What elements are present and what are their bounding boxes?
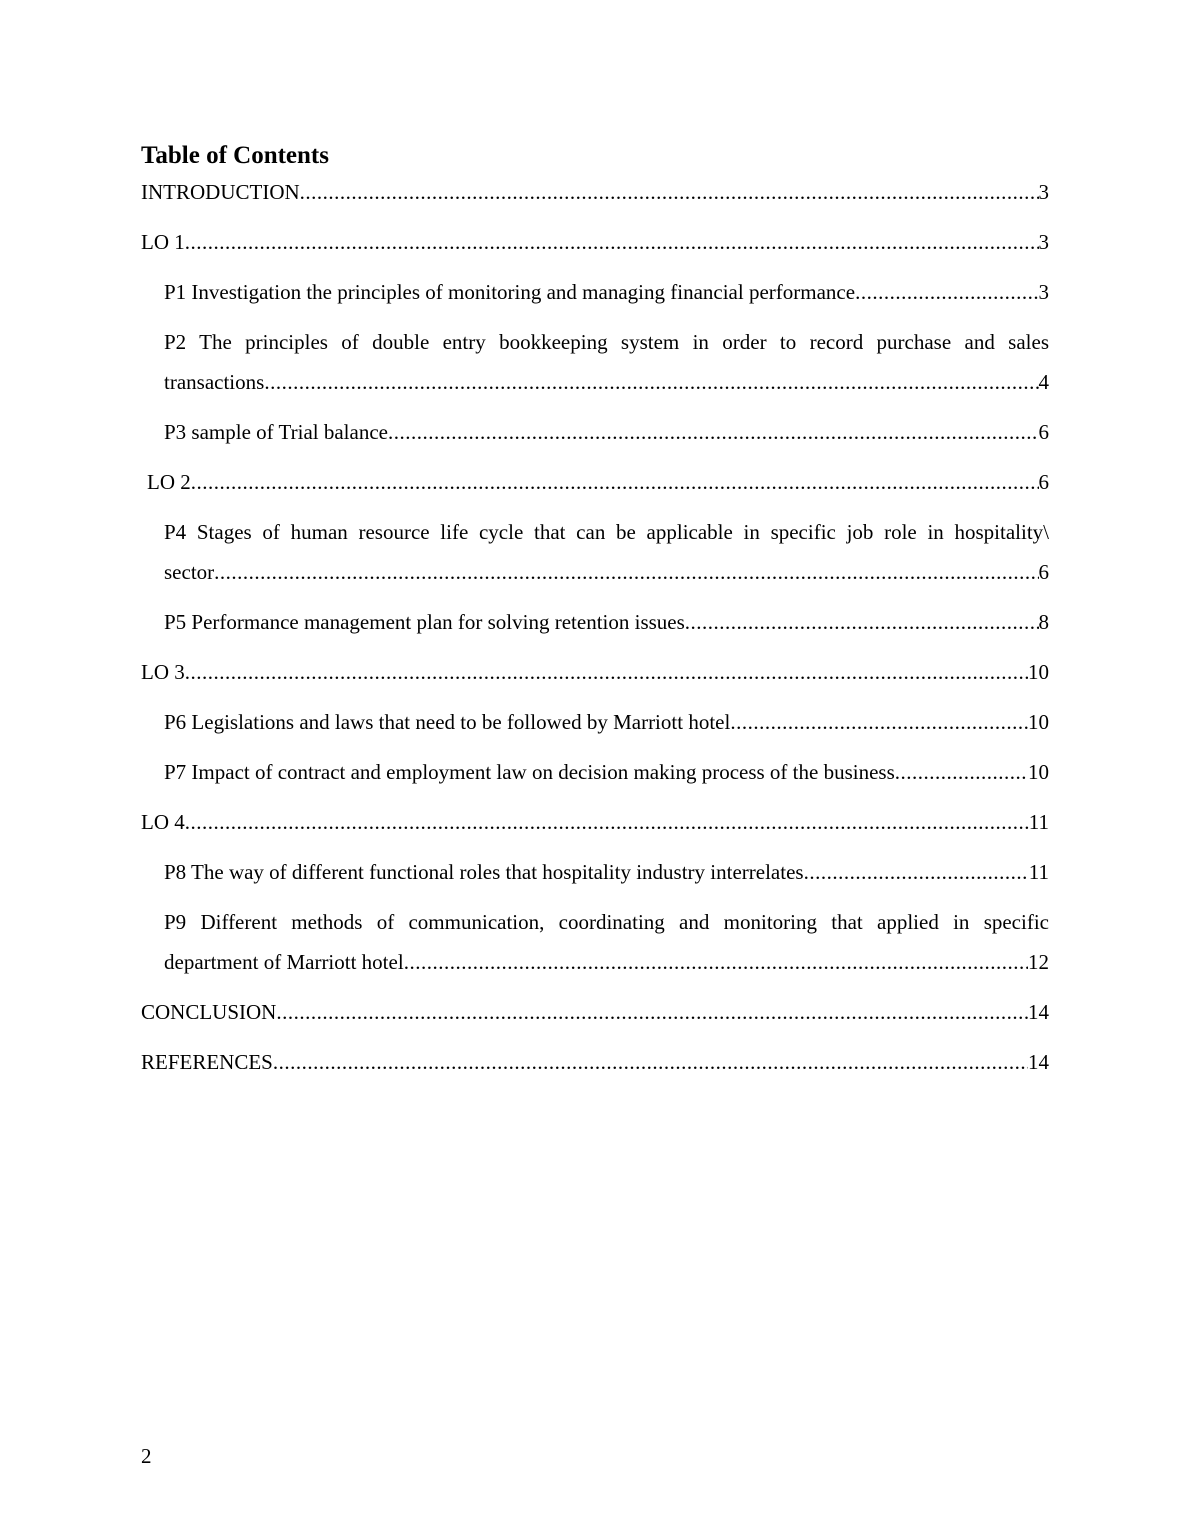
toc-entry-p4[interactable]: [141, 512, 1049, 592]
dot-leader: [895, 752, 1028, 792]
toc-entry-text: REFERENCES: [141, 1050, 273, 1074]
dot-leader: [804, 852, 1029, 892]
dot-leader: [185, 802, 1029, 842]
toc-entry-text: INTRODUCTION: [141, 180, 300, 204]
toc-entry-text: P1 Investigation the principles of monitoring and managing financial performance: [164, 280, 856, 304]
toc-entry-page: 3: [1038, 280, 1049, 304]
dot-leader: [855, 272, 1038, 312]
toc-entry-text: P6 Legislations and laws that need to be followed by Marriott hotel: [164, 710, 731, 734]
dot-leader: [185, 652, 1028, 692]
dot-leader: [214, 552, 1038, 592]
toc-entry-text: LO 3: [141, 660, 185, 684]
toc-entry-page: 8: [1038, 610, 1049, 634]
toc-entry-text: P3 sample of Trial balance: [164, 420, 388, 444]
dot-leader: [388, 412, 1039, 452]
toc-entry-p5[interactable]: [141, 602, 1049, 642]
toc-entry-lo2[interactable]: [141, 462, 1049, 502]
toc-entry-page: 10: [1028, 710, 1049, 734]
toc-entry-text: P8 The way of different functional roles that hospitality industry interrelates: [164, 860, 804, 884]
toc-entry-text-continued: sector: [164, 560, 215, 584]
toc-entry-text: P2 The principles of double entry bookkeeping system in order to record purchase and sales: [164, 330, 1049, 354]
toc-entry-page: 11: [1028, 860, 1049, 884]
toc-entry-p7[interactable]: [141, 752, 1049, 792]
toc-entry-page: 4: [1038, 370, 1049, 394]
toc-entry-lo1[interactable]: [141, 222, 1049, 262]
toc-entry-page: 3: [1038, 230, 1049, 254]
toc-entry-text: P9 Different methods of communication, coordinating and monitoring that applied in specific: [164, 910, 1049, 934]
toc-entry-text: P4 Stages of human resource life cycle that can be applicable in specific job role in hospitality\: [164, 520, 1049, 544]
dot-leader: [730, 702, 1028, 742]
toc-entry-p1[interactable]: [141, 272, 1049, 312]
toc-entry-p6[interactable]: [141, 702, 1049, 742]
toc-entry-text: P5 Performance management plan for solving retention issues: [164, 610, 685, 634]
toc-entry-page: 14: [1028, 1050, 1049, 1074]
toc-entry-lo4[interactable]: [141, 802, 1049, 842]
toc-entry-p2[interactable]: [141, 322, 1049, 402]
dot-leader: [273, 1042, 1028, 1082]
dot-leader: [185, 222, 1039, 262]
toc-entry-page: 6: [1038, 470, 1049, 494]
toc-entry-p3[interactable]: [141, 412, 1049, 452]
toc-entry-page: 11: [1028, 810, 1049, 834]
toc-entry-text-continued: department of Marriott hotel: [164, 950, 404, 974]
toc-entry-page: 6: [1038, 560, 1049, 584]
toc-entry-page: 10: [1028, 760, 1049, 784]
toc-entry-page: 10: [1028, 660, 1049, 684]
toc-entry-page: 6: [1038, 420, 1049, 444]
toc-entry-text: LO 4: [141, 810, 185, 834]
toc-entry-references[interactable]: [141, 1042, 1049, 1082]
table-of-contents: [141, 172, 1049, 1092]
dot-leader: [191, 462, 1039, 502]
toc-entry-page: 3: [1038, 180, 1049, 204]
toc-entry-conclusion[interactable]: [141, 992, 1049, 1032]
toc-title: Table of Contents: [141, 142, 329, 169]
toc-entry-lo3[interactable]: [141, 652, 1049, 692]
dot-leader: [300, 172, 1039, 212]
dot-leader: [264, 362, 1038, 402]
toc-entry-text: LO 2: [147, 470, 191, 494]
toc-entry-p8[interactable]: [141, 852, 1049, 892]
dot-leader: [685, 602, 1039, 642]
dot-leader: [404, 942, 1028, 982]
dot-leader: [276, 992, 1028, 1032]
toc-entry-introduction[interactable]: [141, 172, 1049, 212]
toc-entry-text-continued: transactions: [164, 370, 265, 394]
toc-entry-page: 12: [1028, 950, 1049, 974]
toc-entry-page: 14: [1028, 1000, 1049, 1024]
toc-entry-p9[interactable]: [141, 902, 1049, 982]
toc-entry-text: P7 Impact of contract and employment law on decision making process of the business: [164, 760, 895, 784]
page-number: 2: [141, 1444, 152, 1468]
toc-entry-text: CONCLUSION: [141, 1000, 277, 1024]
toc-entry-text: LO 1: [141, 230, 185, 254]
